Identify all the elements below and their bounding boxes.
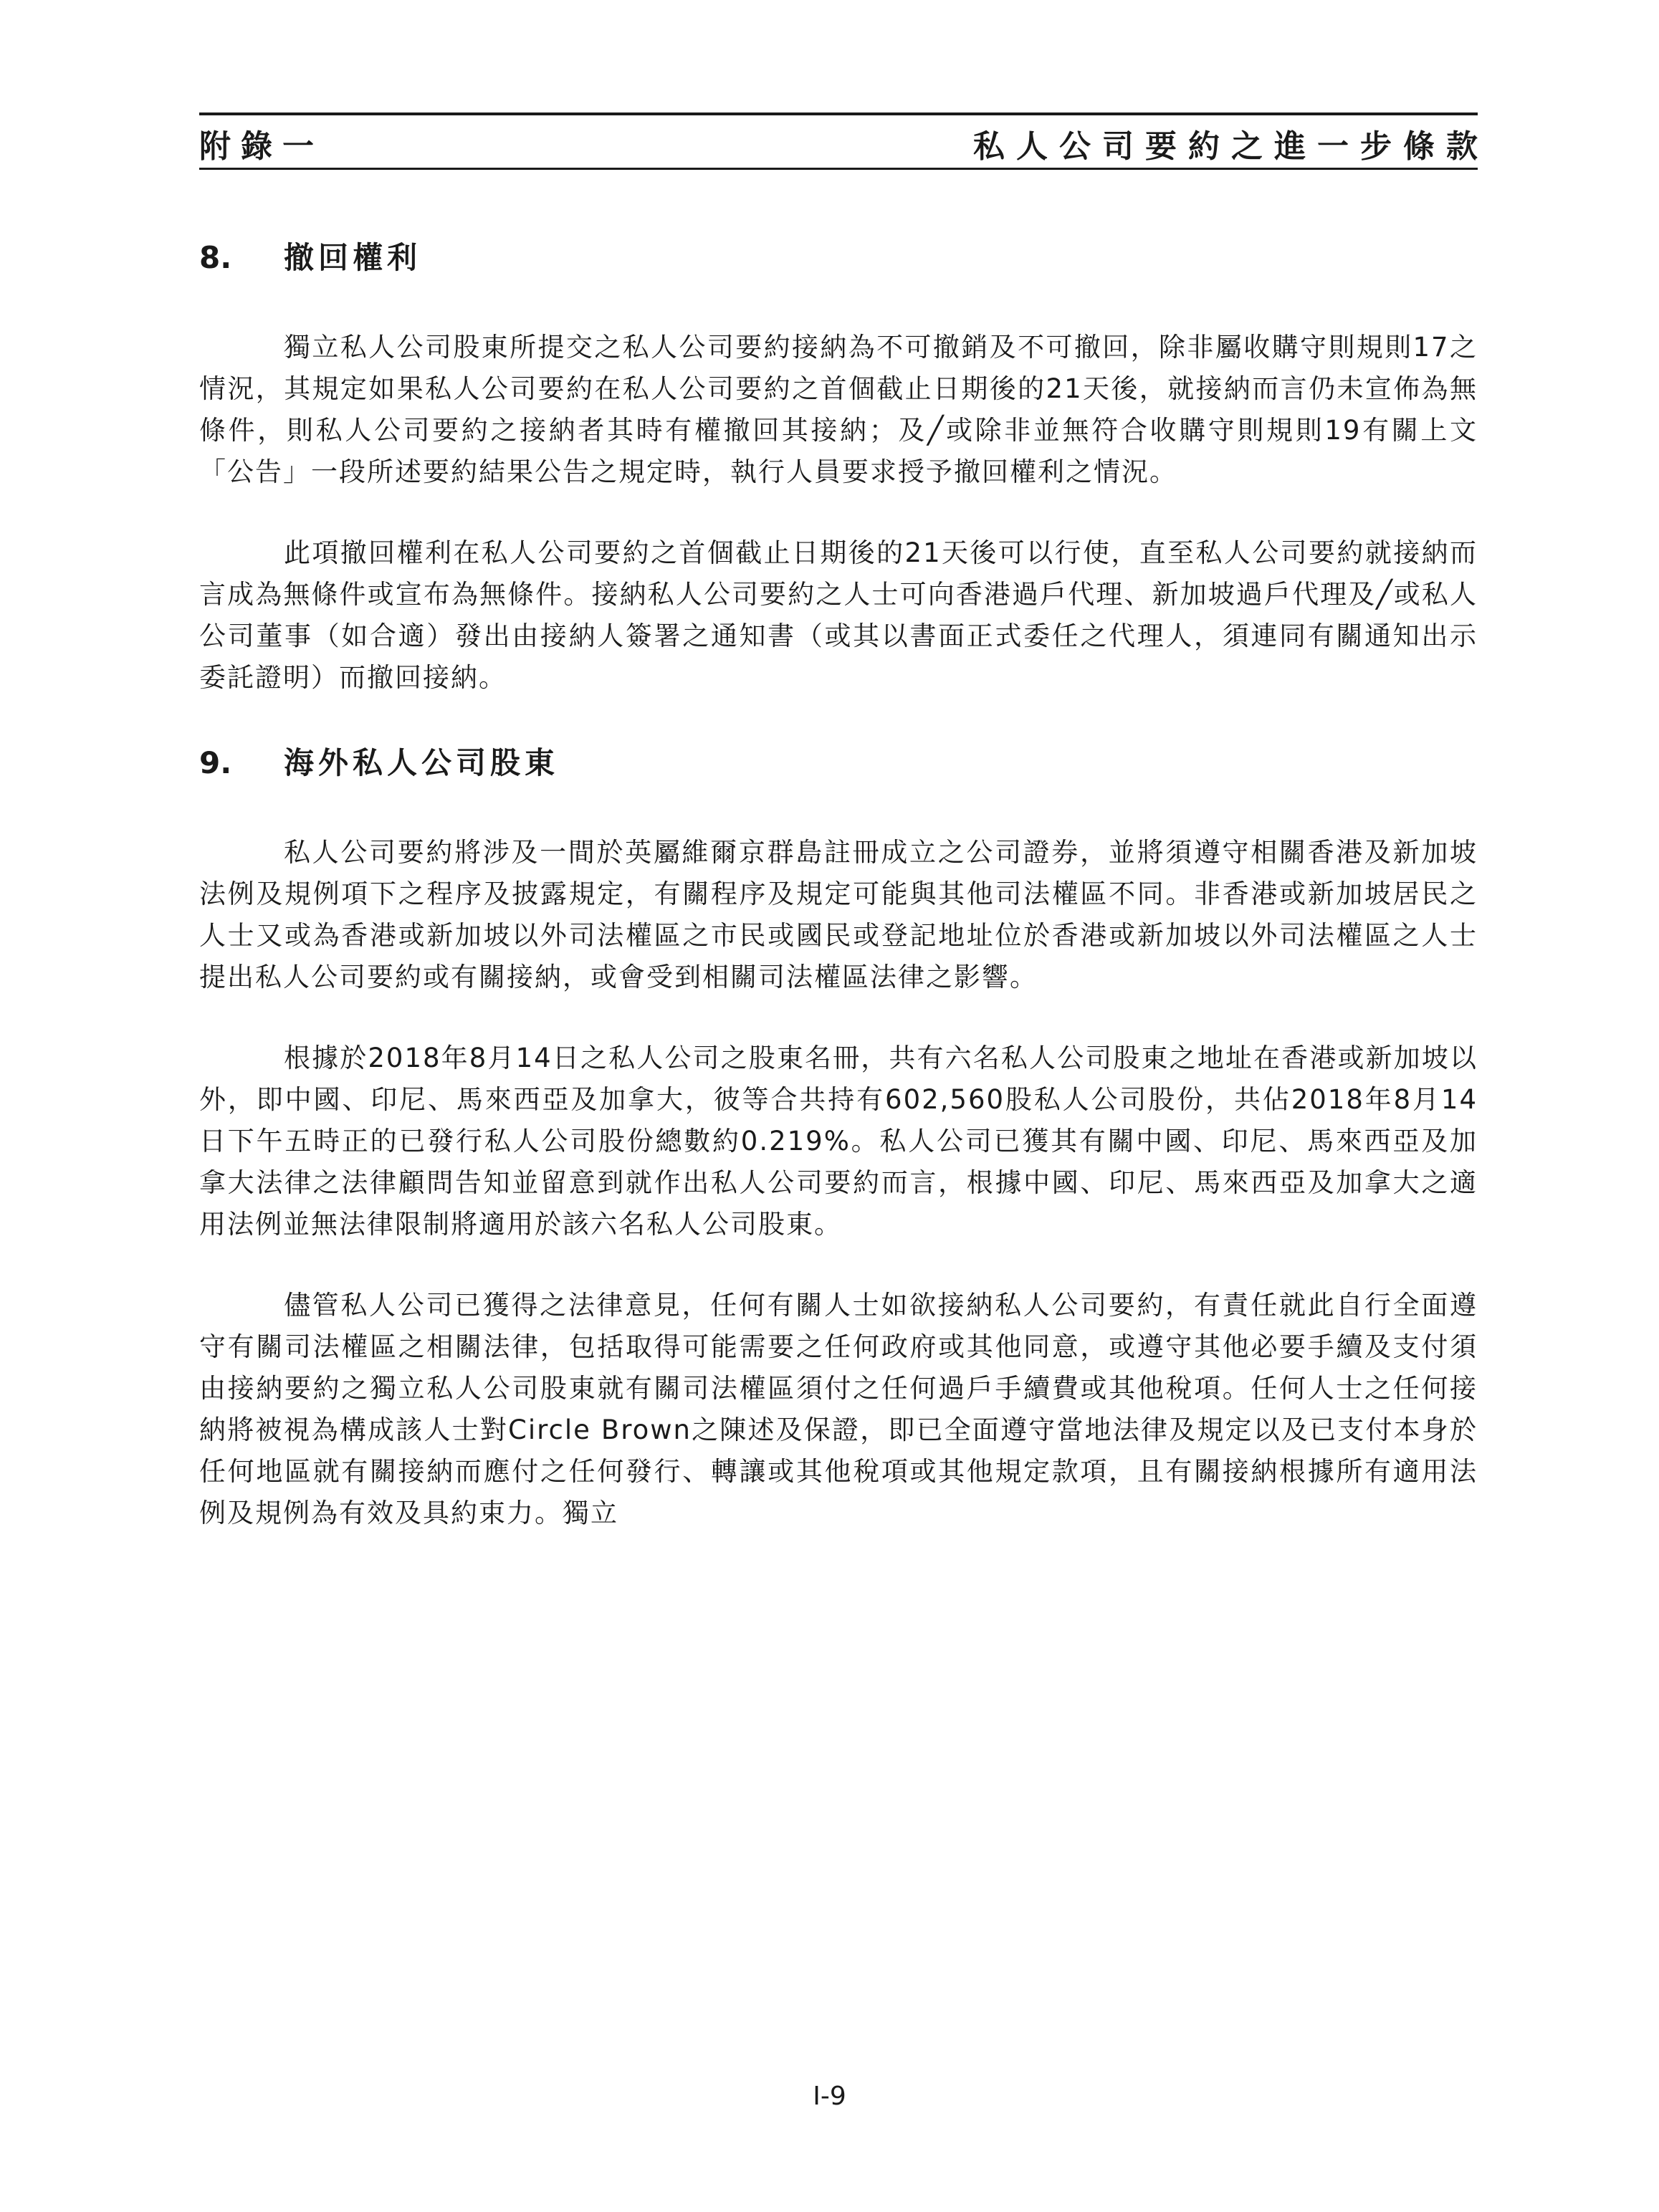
header-appendix-label: 附錄一 [199, 128, 324, 165]
section-heading-overseas-shareholders [199, 742, 1478, 785]
paragraph: 此項撤回權利在私人公司要約之首個截止日期後的21天後可以行使，直至私人公司要約就接納而言成為無條件或宣布為無條件。接納私人公司要約之人士可向香港過戶代理、新加坡過戶代理及╱或私人公司董事（如合適）發出由接納人簽署之通知書（或其以書面正式委任之代理人，須連同有關通知出示委託證明）而撤回接納。 [199, 537, 1478, 693]
section-title: 海外私人公司股東 [284, 745, 560, 780]
section-heading-withdrawal-rights [199, 236, 1478, 279]
paragraph: 私人公司要約將涉及一間於英屬維爾京群島註冊成立之公司證券，並將須遵守相關香港及新加坡法例及規例項下之程序及披露規定，有關程序及規定可能與其他司法權區不同。非香港或新加坡居民之人士又或為香港或新加坡以外司法權區之市民或國民或登記地址位於香港或新加坡以外司法權區之人士提出私人公司要約或有關接納，或會受到相關司法權區法律之影響。 [199, 837, 1478, 992]
section-title: 撤回權利 [284, 240, 422, 275]
section-number: 8. [199, 240, 232, 275]
page-number: I-9 [813, 2082, 846, 2111]
header-section-title: 私人公司要約之進一步條款 [973, 128, 1489, 165]
paragraph: 儘管私人公司已獲得之法律意見，任何有關人士如欲接納私人公司要約，有責任就此自行全面遵守有關司法權區之相關法律，包括取得可能需要之任何政府或其他同意，或遵守其他必要手續及支付須由接納要約之獨立私人公司股東就有關司法權區須付之任何過戶手續費或其他稅項。任何人士之任何接納將被視為構成該人士對Circle Brown之陳述及保證，即已全面遵守當地法律及規定以及已支付本身於任何地區就有關接納而應付之任何發行、轉讓或其他稅項或其他規定款項，且有關接納根據所有適用法例及規例為有效及具約束力。獨立 [199, 1290, 1478, 1528]
paragraph: 獨立私人公司股東所提交之私人公司要約接納為不可撤銷及不可撤回，除非屬收購守則規則17之情況，其規定如果私人公司要約在私人公司要約之首個截止日期後的21天後，就接納而言仍未宣佈為無條件，則私人公司要約之接納者其時有權撤回其接納；及╱或除非並無符合收購守則規則19有關上文「公告」一段所述要約結果公告之規定時，執行人員要求授予撤回權利之情況。 [199, 332, 1478, 487]
header-top-rule [199, 112, 1478, 115]
page-body [199, 236, 1478, 1534]
section-number: 9. [199, 745, 232, 780]
header-bottom-rule [199, 168, 1478, 170]
page-header [199, 122, 1489, 165]
paragraph: 根據於2018年8月14日之私人公司之股東名冊，共有六名私人公司股東之地址在香港或新加坡以外，即中國、印尼、馬來西亞及加拿大，彼等合共持有602,560股私人公司股份，共佔2018年8月14日下午五時正的已發行私人公司股份總數約0.219%。私人公司已獲其有關中國、印尼、馬來西亞及加拿大法律之法律顧問告知並留意到就作出私人公司要約而言，根據中國、印尼、馬來西亞及加拿大之適用法例並無法律限制將適用於該六名私人公司股東。 [199, 1043, 1478, 1240]
